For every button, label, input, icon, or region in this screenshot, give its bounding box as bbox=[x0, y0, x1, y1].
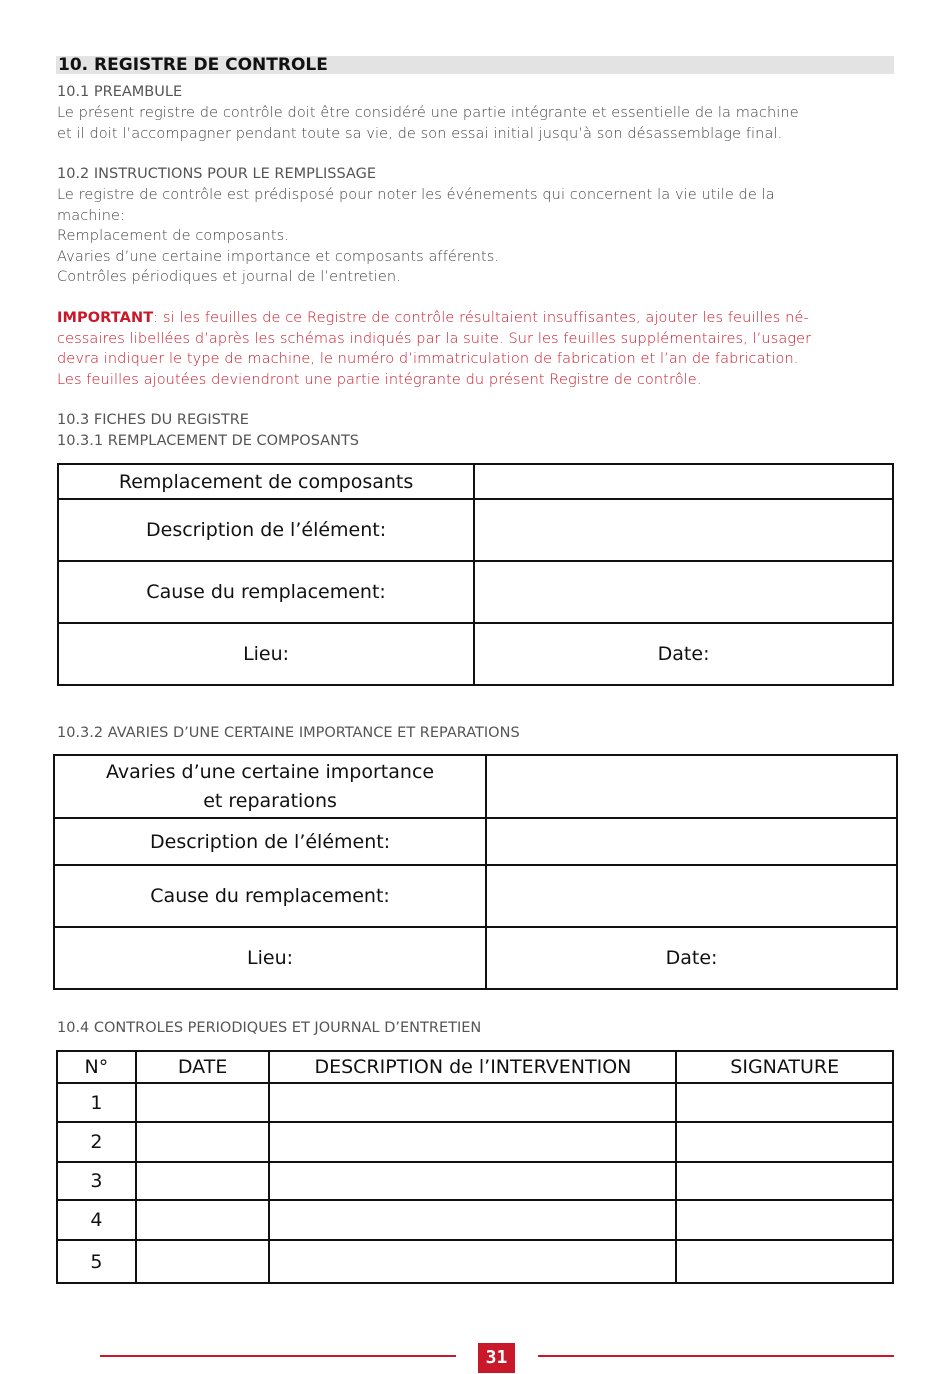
column-header: SIGNATURE bbox=[676, 1051, 893, 1083]
table-cell-empty[interactable] bbox=[269, 1200, 676, 1240]
instructions-text bbox=[57, 185, 775, 288]
text-line bbox=[57, 308, 811, 329]
table-row bbox=[54, 755, 897, 818]
table-cell: Cause du remplacement: bbox=[54, 865, 486, 927]
fiches-heading: 10.3 FICHES DU REGISTRE bbox=[57, 412, 249, 428]
table-cell-empty[interactable] bbox=[136, 1200, 270, 1240]
text-line: Les feuilles ajoutées deviendront une partie intégrante du présent Registre de contrôle. bbox=[57, 371, 702, 388]
table-cell: Lieu: bbox=[54, 927, 486, 989]
table-cell bbox=[54, 755, 486, 818]
text-line: Contrôles périodiques et journal de l’entretien. bbox=[57, 269, 401, 285]
cell-line: et reparations bbox=[203, 789, 337, 812]
table-cell-empty[interactable] bbox=[474, 561, 893, 623]
text-line: Remplacement de composants. bbox=[57, 228, 289, 244]
table-cell-empty[interactable] bbox=[269, 1162, 676, 1200]
preambule-heading: 10.1 PREAMBULE bbox=[57, 84, 183, 100]
cell-line: Avaries d’une certaine importance bbox=[106, 760, 435, 783]
table-cell-empty[interactable] bbox=[136, 1122, 270, 1162]
fiches-sub1-heading: 10.3.1 REMPLACEMENT DE COMPOSANTS bbox=[57, 433, 360, 449]
table-cell: Date: bbox=[486, 927, 897, 989]
text-line: Le présent registre de contrôle doit être considéré une partie intégrante et essentielle de la machine bbox=[57, 105, 799, 121]
row-number: 4 bbox=[57, 1200, 136, 1240]
table-row bbox=[57, 1122, 893, 1162]
table-header-row bbox=[57, 1051, 893, 1083]
important-note bbox=[57, 308, 811, 390]
footer-rule-right bbox=[538, 1355, 894, 1357]
table-row bbox=[57, 1083, 893, 1122]
table-cell-empty[interactable] bbox=[269, 1083, 676, 1122]
text-line: cessaires libellées d’après les schémas indiqués par la suite. Sur les feuilles supplémentaires, l’usager bbox=[57, 330, 812, 347]
table-cell-empty[interactable] bbox=[676, 1200, 893, 1240]
table-cell-empty[interactable] bbox=[269, 1122, 676, 1162]
table-row bbox=[58, 464, 893, 499]
table-cell: Cause du remplacement: bbox=[58, 561, 474, 623]
important-label: IMPORTANT bbox=[57, 310, 154, 326]
table-cell-empty[interactable] bbox=[136, 1162, 270, 1200]
table-cell-empty[interactable] bbox=[486, 865, 897, 927]
table-cell-empty[interactable] bbox=[676, 1162, 893, 1200]
text-line: et il doit l’accompagner pendant toute sa vie, de son essai initial jusqu’à son désassemblage final. bbox=[57, 125, 783, 142]
column-header: DATE bbox=[136, 1051, 270, 1083]
table-cell-empty[interactable] bbox=[136, 1240, 270, 1283]
avaries-table bbox=[53, 754, 898, 990]
table-row bbox=[57, 1200, 893, 1240]
table-cell-empty[interactable] bbox=[676, 1240, 893, 1283]
table-row bbox=[54, 865, 897, 927]
preambule-text bbox=[57, 103, 799, 144]
table-cell: Remplacement de composants bbox=[58, 464, 474, 499]
table-row bbox=[54, 927, 897, 989]
important-first-line: : si les feuilles de ce Registre de contrôle résultaient insuffisantes, ajouter les feuilles né- bbox=[153, 310, 809, 326]
controles-heading: 10.4 CONTROLES PERIODIQUES ET JOURNAL D’ENTRETIEN bbox=[57, 1020, 482, 1036]
remplacement-table bbox=[57, 463, 894, 686]
table-row bbox=[54, 818, 897, 865]
table-cell: Date: bbox=[474, 623, 893, 685]
column-header: DESCRIPTION de l’INTERVENTION bbox=[269, 1051, 676, 1083]
table-cell-empty[interactable] bbox=[676, 1083, 893, 1122]
text-line: devra indiquer le type de machine, le numéro d’immatriculation de fabrication et l’an de fabrication. bbox=[57, 351, 799, 367]
text-line: Avaries d’une certaine importance et composants afférents. bbox=[57, 248, 500, 265]
fiches-sub2-heading: 10.3.2 AVARIES D’UNE CERTAINE IMPORTANCE ET REPARATIONS bbox=[57, 725, 520, 741]
table-row bbox=[57, 1162, 893, 1200]
table-cell-empty[interactable] bbox=[136, 1083, 270, 1122]
footer-rule-left bbox=[100, 1355, 456, 1357]
text-line: machine: bbox=[57, 207, 125, 224]
table-cell: Description de l’élément: bbox=[54, 818, 486, 865]
row-number: 3 bbox=[57, 1162, 136, 1200]
table-cell: Description de l’élément: bbox=[58, 499, 474, 561]
table-cell-empty[interactable] bbox=[486, 818, 897, 865]
row-number: 2 bbox=[57, 1122, 136, 1162]
instructions-heading: 10.2 INSTRUCTIONS POUR LE REMPLISSAGE bbox=[57, 166, 376, 182]
row-number: 5 bbox=[57, 1240, 136, 1283]
row-number: 1 bbox=[57, 1083, 136, 1122]
table-row bbox=[58, 623, 893, 685]
column-header: N° bbox=[57, 1051, 136, 1083]
controles-table bbox=[56, 1050, 894, 1284]
table-cell: Lieu: bbox=[58, 623, 474, 685]
table-row bbox=[58, 499, 893, 561]
table-cell-empty[interactable] bbox=[474, 499, 893, 561]
table-row bbox=[57, 1240, 893, 1283]
table-cell-empty[interactable] bbox=[269, 1240, 676, 1283]
page-number: 31 bbox=[478, 1343, 515, 1373]
text-line: Le registre de contrôle est prédisposé pour noter les événements qui concernent la vie utile de la bbox=[57, 187, 775, 203]
table-cell-empty[interactable] bbox=[474, 464, 893, 499]
table-cell-empty[interactable] bbox=[676, 1122, 893, 1162]
table-row bbox=[58, 561, 893, 623]
table-cell-empty[interactable] bbox=[486, 755, 897, 818]
page-title: 10. REGISTRE DE CONTROLE bbox=[58, 55, 328, 75]
